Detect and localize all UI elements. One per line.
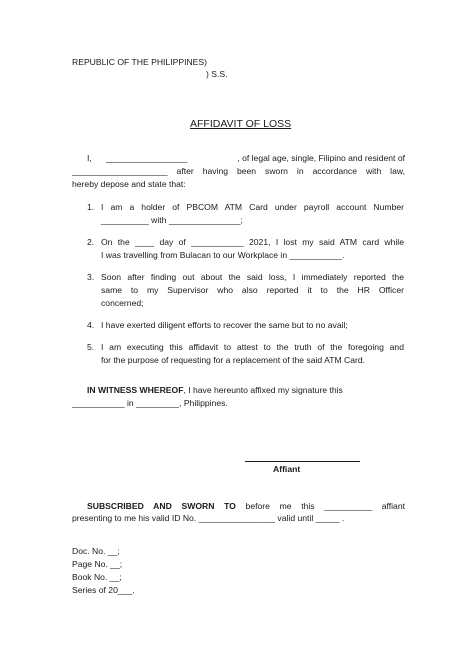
item-number: 1. [87, 202, 95, 212]
witness-line-1 [87, 384, 405, 396]
intro-line3: hereby depose and state that: [72, 179, 186, 189]
item-2-line-2: I was travelling from Bulacan to our Workplace in ___________. [101, 250, 345, 260]
affiant-label: Affiant [273, 464, 301, 474]
item-4-line-1: I have exerted diligent efforts to recover the same but to no avail; [101, 320, 348, 330]
item-5-line-1: I am executing this affidavit to attest to the truth of the foregoing and [101, 342, 404, 352]
book-no: Book No. __; [72, 572, 122, 582]
item-number: 3. [87, 272, 95, 282]
jurat-rest: before me this __________ affiant [235, 501, 405, 511]
intro-i: I, [87, 153, 92, 163]
item-3-line-3: concerned; [101, 298, 144, 308]
jurat-line-1 [87, 500, 405, 512]
item-1-line-2: __________ with _______________; [101, 215, 243, 225]
item-number: 5. [87, 342, 95, 352]
item-1-line-1: I am a holder of PBCOM ATM Card under payroll account Number [101, 202, 404, 212]
doc-no: Doc. No. __; [72, 546, 120, 556]
intro-line1-rest: , of legal age, single, Filipino and resident of [237, 153, 405, 163]
page-no: Page No. __; [72, 559, 123, 569]
item-5-line-2: for the purpose of requesting for a replacement of the said ATM Card. [101, 355, 366, 365]
jurat-bold: SUBSCRIBED AND SWORN TO [87, 501, 236, 511]
jurat-line-2: presenting to me his valid ID No. ________________ valid until _____ . [72, 513, 345, 523]
item-number: 4. [87, 320, 95, 330]
witness-rest: , I have hereunto affixed my signature this [183, 385, 343, 395]
intro-line2: ____________________ after having been sworn in accordance with law, [72, 166, 405, 176]
signature-line [245, 461, 360, 462]
affiant-name-blank: _________________ [106, 153, 188, 163]
witness-line-2: ___________ in _________, Philippines. [72, 398, 228, 408]
item-3-line-1: Soon after finding out about the said loss, I immediately reported the [101, 272, 404, 282]
ss-header: ) S.S. [206, 69, 228, 79]
item-2-line-1: On the ____ day of ___________ 2021, I lost my said ATM card while [101, 237, 404, 247]
document-title: AFFIDAVIT OF LOSS [190, 118, 292, 130]
item-number: 2. [87, 237, 95, 247]
item-3-line-2: same to my Supervisor who also reported it to the HR Officer [101, 285, 404, 295]
witness-bold: IN WITNESS WHEREOF [87, 385, 184, 395]
series-of: Series of 20___. [72, 585, 135, 595]
republic-header: REPUBLIC OF THE PHILIPPINES) [72, 57, 207, 67]
